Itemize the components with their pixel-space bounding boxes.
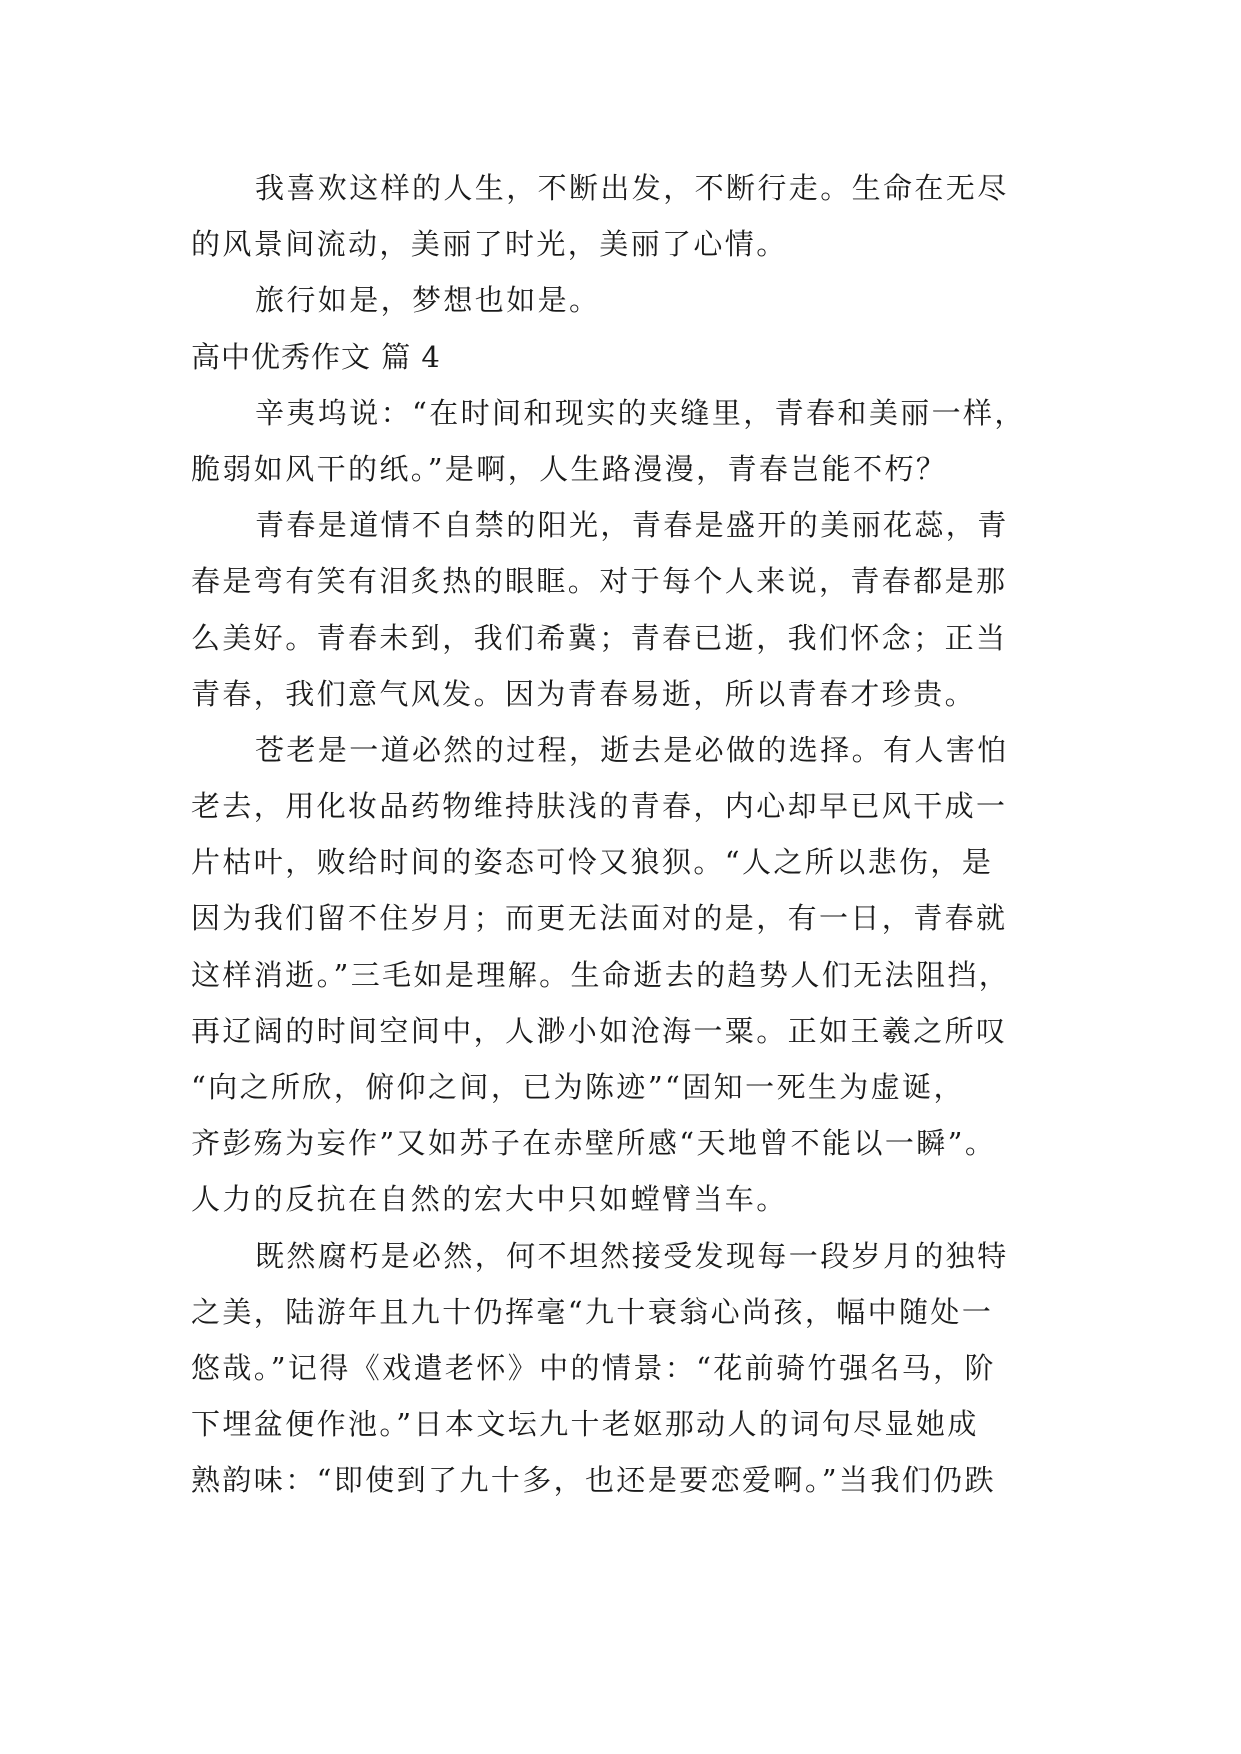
paragraph-line: 因为我们留不住岁月；而更无法面对的是，有一日，青春就 (191, 901, 1008, 936)
paragraph-line: 的风景间流动，美丽了时光，美丽了心情。 (191, 227, 788, 262)
paragraph-line: 片枯叶，败给时间的姿态可怜又狼狈。“人之所以悲伤，是 (191, 845, 994, 880)
paragraph-line: 老去，用化妆品药物维持肤浅的青春，内心却早已风干成一 (191, 789, 1008, 824)
paragraph-line: 青春是道情不自禁的阳光，青春是盛开的美丽花蕊，青 (255, 508, 1009, 543)
paragraph-line: 齐彭殇为妄作”又如苏子在赤壁所感“天地曾不能以一瞬”。 (191, 1126, 997, 1161)
paragraph-line: 苍老是一道必然的过程，逝去是必做的选择。有人害怕 (255, 732, 1009, 767)
paragraph-line: 人力的反抗在自然的宏大中只如螳臂当车。 (191, 1182, 788, 1217)
paragraph-line: 春是弯有笑有泪炙热的眼眶。对于每个人来说，青春都是那 (191, 564, 1008, 599)
document-body (191, 160, 1071, 1509)
paragraph-line: 悠哉。”记得《戏遣老怀》中的情景：“花前骑竹强名马，阶 (191, 1350, 996, 1385)
paragraph-line: 辛夷坞说：“在时间和现实的夹缝里，青春和美丽一样， (255, 395, 1026, 430)
paragraph-line: 这样消逝。”三毛如是理解。生命逝去的趋势人们无法阻挡， (191, 957, 1011, 992)
paragraph-line: 熟韵味：“即使到了九十多，也还是要恋爱啊。”当我们仍跌 (191, 1463, 996, 1498)
paragraph-line: 既然腐朽是必然，何不坦然接受发现每一段岁月的独特 (255, 1238, 1009, 1273)
paragraph-line: 脆弱如风干的纸。”是啊，人生路漫漫，青春岂能不朽？ (191, 451, 948, 486)
paragraph-line: 青春，我们意气风发。因为青春易逝，所以青春才珍贵。 (191, 676, 977, 711)
paragraph-line: 么美好。青春未到，我们希冀；青春已逝，我们怀念；正当 (191, 620, 1008, 655)
paragraph-line: 我喜欢这样的人生，不断出发，不断行走。生命在无尽 (255, 171, 1009, 205)
paragraph-line: 之美，陆游年且九十仍挥毫“九十衰翁心尚孩，幅中随处一 (191, 1294, 994, 1329)
section-heading: 高中优秀作文 篇 4 (191, 339, 441, 374)
paragraph-line: 旅行如是，梦想也如是。 (255, 283, 601, 318)
paragraph-line: “向之所欣，俯仰之间，已为陈迹”“固知一死生为虚诞， (191, 1070, 965, 1104)
paragraph-line: 再辽阔的时间空间中，人渺小如沧海一粟。正如王羲之所叹 (191, 1013, 1008, 1048)
paragraph-line: 下埋盆便作池。”日本文坛九十老妪那动人的词句尽显她成 (191, 1407, 979, 1442)
